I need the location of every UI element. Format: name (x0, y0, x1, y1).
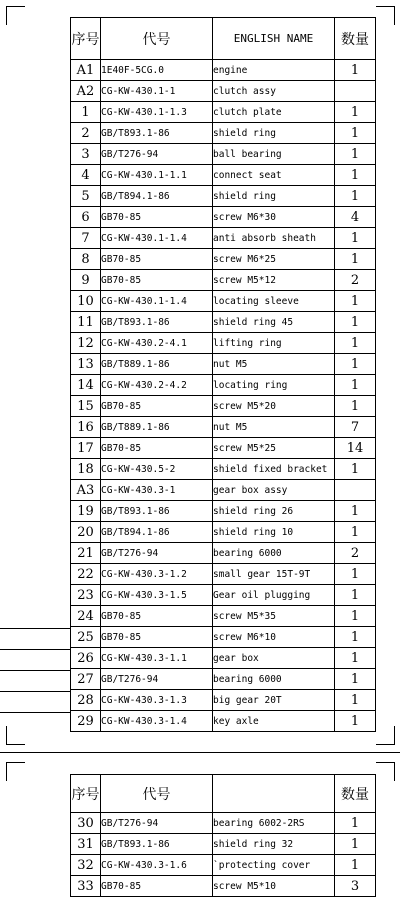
cell-code: GB/T889.1-86 (101, 354, 213, 375)
parts-table-continued (70, 774, 376, 897)
table-row (71, 813, 376, 834)
cell-qty (335, 480, 376, 501)
margin-rule (0, 670, 70, 671)
cell-no: A1 (71, 60, 101, 81)
cell-qty: 1 (335, 354, 376, 375)
cell-no: 6 (71, 207, 101, 228)
cell-name: nut M5 (213, 417, 335, 438)
cell-no: 26 (71, 648, 101, 669)
table-row (71, 690, 376, 711)
cell-no: 14 (71, 375, 101, 396)
cell-no: 11 (71, 312, 101, 333)
cell-name: bearing 6000 (213, 669, 335, 690)
table-row (71, 207, 376, 228)
cell-qty: 1 (335, 585, 376, 606)
cell-no: 1 (71, 102, 101, 123)
table-row (71, 165, 376, 186)
cell-name: screw M6*10 (213, 627, 335, 648)
cell-code: CG-KW-430.1-1.3 (101, 102, 213, 123)
cell-code: GB/T276-94 (101, 543, 213, 564)
cell-no: 27 (71, 669, 101, 690)
cell-qty: 1 (335, 564, 376, 585)
margin-rule (0, 628, 70, 629)
table-row (71, 123, 376, 144)
table-row (71, 270, 376, 291)
cell-name: anti absorb sheath (213, 228, 335, 249)
cell-no: 19 (71, 501, 101, 522)
cell-name: shield ring 10 (213, 522, 335, 543)
cell-no: 5 (71, 186, 101, 207)
cell-code: CG-KW-430.3-1.4 (101, 711, 213, 732)
cell-code: GB70-85 (101, 876, 213, 897)
cell-qty: 1 (335, 249, 376, 270)
header-qty: 数量 (335, 18, 376, 60)
cell-name: gear box assy (213, 480, 335, 501)
cell-code: CG-KW-430.3-1.1 (101, 648, 213, 669)
parts-table-body-continued (71, 813, 376, 897)
cell-no: 32 (71, 855, 101, 876)
cell-code: GB70-85 (101, 207, 213, 228)
cell-name: screw M6*25 (213, 249, 335, 270)
cell-code: GB/T276-94 (101, 144, 213, 165)
cell-name: big gear 20T (213, 690, 335, 711)
cell-code: 1E40F-5CG.0 (101, 60, 213, 81)
cell-qty: 1 (335, 690, 376, 711)
table-row (71, 543, 376, 564)
cell-qty: 1 (335, 60, 376, 81)
cell-qty: 1 (335, 606, 376, 627)
cell-no: 30 (71, 813, 101, 834)
cell-name: engine (213, 60, 335, 81)
crop-mark-top-right (376, 762, 395, 781)
cell-qty: 7 (335, 417, 376, 438)
table-row (71, 249, 376, 270)
cell-code: CG-KW-430.3-1.5 (101, 585, 213, 606)
crop-mark-bottom-right (376, 726, 395, 745)
cell-no: 31 (71, 834, 101, 855)
header-qty: 数量 (335, 775, 376, 813)
cell-name: locating sleeve (213, 291, 335, 312)
cell-qty: 1 (335, 228, 376, 249)
table-row (71, 354, 376, 375)
table-row (71, 438, 376, 459)
header-code: 代号 (101, 18, 213, 60)
cell-qty: 1 (335, 102, 376, 123)
cell-code: GB70-85 (101, 606, 213, 627)
table-row (71, 585, 376, 606)
parts-list-sheet-2 (0, 758, 400, 892)
table-row (71, 564, 376, 585)
cell-code: GB/T889.1-86 (101, 417, 213, 438)
cell-qty: 1 (335, 144, 376, 165)
parts-table-body (71, 60, 376, 732)
header-no: 序号 (71, 775, 101, 813)
cell-no: 20 (71, 522, 101, 543)
cell-qty: 1 (335, 669, 376, 690)
cell-name: locating ring (213, 375, 335, 396)
table-row (71, 312, 376, 333)
cell-qty: 1 (335, 648, 376, 669)
cell-name: shield ring 45 (213, 312, 335, 333)
cell-code: GB/T894.1-86 (101, 522, 213, 543)
cell-qty: 1 (335, 123, 376, 144)
table-row (71, 480, 376, 501)
cell-code: CG-KW-430.5-2 (101, 459, 213, 480)
cell-code: CG-KW-430.1-1.4 (101, 291, 213, 312)
cell-name: nut M5 (213, 354, 335, 375)
cell-code: GB/T894.1-86 (101, 186, 213, 207)
table-row (71, 711, 376, 732)
cell-qty: 1 (335, 333, 376, 354)
cell-code: GB/T893.1-86 (101, 123, 213, 144)
cell-code: GB70-85 (101, 438, 213, 459)
table-row (71, 522, 376, 543)
cell-name: connect seat (213, 165, 335, 186)
cell-name: ball bearing (213, 144, 335, 165)
cell-name: shield fixed bracket (213, 459, 335, 480)
cell-name: screw M5*10 (213, 876, 335, 897)
cell-no: 29 (71, 711, 101, 732)
cell-name: shield ring (213, 123, 335, 144)
cell-code: GB70-85 (101, 396, 213, 417)
cell-name: bearing 6002-2RS (213, 813, 335, 834)
table-header-row (71, 775, 376, 813)
cell-code: CG-KW-430.3-1.3 (101, 690, 213, 711)
table-row (71, 417, 376, 438)
table-row (71, 81, 376, 102)
header-no: 序号 (71, 18, 101, 60)
cell-code: GB70-85 (101, 249, 213, 270)
parts-table (70, 17, 376, 732)
cell-no: 28 (71, 690, 101, 711)
margin-rule (0, 691, 70, 692)
table-row (71, 396, 376, 417)
cell-code: CG-KW-430.3-1.2 (101, 564, 213, 585)
crop-mark-top-left (6, 762, 25, 781)
table-row (71, 669, 376, 690)
cell-no: 4 (71, 165, 101, 186)
cell-no: 3 (71, 144, 101, 165)
cell-qty: 2 (335, 270, 376, 291)
table-row (71, 333, 376, 354)
cell-no: A3 (71, 480, 101, 501)
cell-name: clutch plate (213, 102, 335, 123)
cell-code: CG-KW-430.3-1.6 (101, 855, 213, 876)
crop-mark-bottom-left (6, 726, 25, 745)
cell-code: GB/T276-94 (101, 669, 213, 690)
table-header-row (71, 18, 376, 60)
cell-code: GB/T893.1-86 (101, 501, 213, 522)
cell-code: GB70-85 (101, 627, 213, 648)
cell-no: 17 (71, 438, 101, 459)
cell-code: GB/T276-94 (101, 813, 213, 834)
cell-qty: 2 (335, 543, 376, 564)
cell-qty: 4 (335, 207, 376, 228)
cell-name: screw M5*12 (213, 270, 335, 291)
cell-name: screw M5*25 (213, 438, 335, 459)
cell-code: CG-KW-430.1-1 (101, 81, 213, 102)
cell-name: shield ring (213, 186, 335, 207)
cell-qty: 1 (335, 165, 376, 186)
table-row (71, 60, 376, 81)
cell-qty: 1 (335, 396, 376, 417)
table-row (71, 459, 376, 480)
cell-no: 10 (71, 291, 101, 312)
crop-mark-top-left (6, 6, 25, 25)
cell-no: 22 (71, 564, 101, 585)
cell-no: 21 (71, 543, 101, 564)
table-row (71, 102, 376, 123)
cell-no: 24 (71, 606, 101, 627)
cell-code: GB70-85 (101, 270, 213, 291)
cell-no: 2 (71, 123, 101, 144)
cell-name: screw M5*35 (213, 606, 335, 627)
header-code: 代号 (101, 775, 213, 813)
crop-mark-top-right (376, 6, 395, 25)
cell-qty: 1 (335, 459, 376, 480)
cell-code: GB/T893.1-86 (101, 312, 213, 333)
margin-rule (0, 712, 70, 713)
cell-name: `protecting cover (213, 855, 335, 876)
cell-qty: 1 (335, 312, 376, 333)
cell-no: A2 (71, 81, 101, 102)
cell-code: GB/T893.1-86 (101, 834, 213, 855)
cell-no: 13 (71, 354, 101, 375)
table-row (71, 855, 376, 876)
cell-code: CG-KW-430.2-4.1 (101, 333, 213, 354)
cell-qty: 1 (335, 813, 376, 834)
table-row (71, 627, 376, 648)
cell-no: 33 (71, 876, 101, 897)
cell-no: 7 (71, 228, 101, 249)
cell-qty: 1 (335, 375, 376, 396)
cell-no: 9 (71, 270, 101, 291)
cell-qty: 1 (335, 855, 376, 876)
header-english-name-empty (213, 775, 335, 813)
cell-qty: 14 (335, 438, 376, 459)
table-row (71, 186, 376, 207)
cell-name: screw M5*20 (213, 396, 335, 417)
table-row (71, 375, 376, 396)
page-divider (0, 752, 400, 753)
cell-name: lifting ring (213, 333, 335, 354)
header-english-name: ENGLISH NAME (213, 18, 335, 60)
cell-no: 12 (71, 333, 101, 354)
cell-qty: 1 (335, 522, 376, 543)
cell-qty: 1 (335, 291, 376, 312)
cell-no: 25 (71, 627, 101, 648)
cell-no: 23 (71, 585, 101, 606)
cell-qty: 1 (335, 711, 376, 732)
cell-qty: 1 (335, 501, 376, 522)
table-row (71, 648, 376, 669)
cell-qty (335, 81, 376, 102)
cell-name: screw M6*30 (213, 207, 335, 228)
cell-qty: 1 (335, 186, 376, 207)
cell-name: clutch assy (213, 81, 335, 102)
cell-no: 15 (71, 396, 101, 417)
table-row (71, 876, 376, 897)
cell-no: 18 (71, 459, 101, 480)
table-row (71, 291, 376, 312)
table-row (71, 144, 376, 165)
cell-code: CG-KW-430.1-1.4 (101, 228, 213, 249)
table-row (71, 501, 376, 522)
cell-qty: 1 (335, 627, 376, 648)
cell-qty: 3 (335, 876, 376, 897)
cell-code: CG-KW-430.3-1 (101, 480, 213, 501)
cell-code: CG-KW-430.2-4.2 (101, 375, 213, 396)
table-row (71, 834, 376, 855)
cell-no: 16 (71, 417, 101, 438)
cell-qty: 1 (335, 834, 376, 855)
cell-name: bearing 6000 (213, 543, 335, 564)
cell-name: shield ring 32 (213, 834, 335, 855)
table-row (71, 606, 376, 627)
margin-rule (0, 649, 70, 650)
cell-code: CG-KW-430.1-1.1 (101, 165, 213, 186)
cell-name: small gear 15T-9T (213, 564, 335, 585)
cell-name: gear box (213, 648, 335, 669)
table-row (71, 228, 376, 249)
cell-name: Gear oil plugging (213, 585, 335, 606)
cell-name: shield ring 26 (213, 501, 335, 522)
cell-no: 8 (71, 249, 101, 270)
cell-name: key axle (213, 711, 335, 732)
